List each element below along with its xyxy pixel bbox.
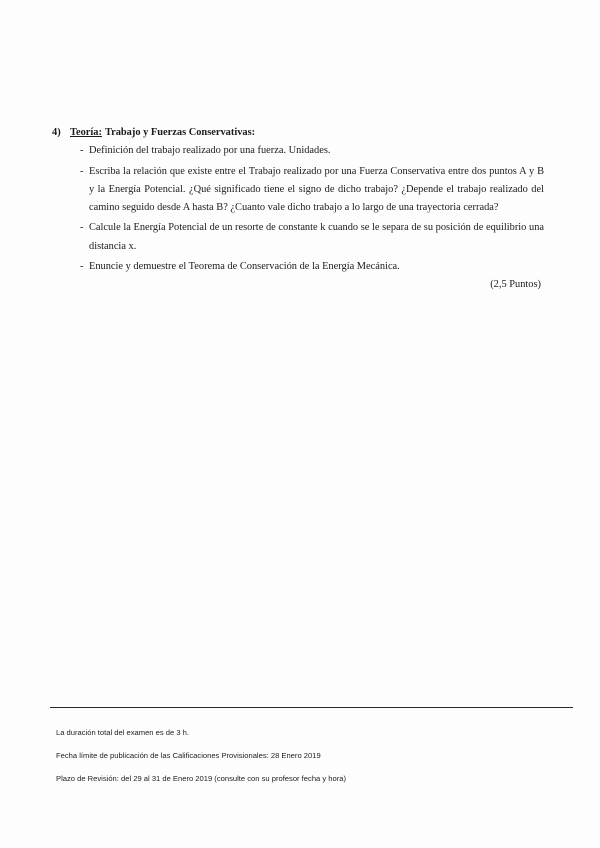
dash-bullet: - bbox=[80, 222, 84, 234]
item-text: Calcule la Energía Potencial de un resorte de constante k cuando se le separa de su posición de equilibrio una distancia x. bbox=[89, 222, 544, 252]
question-title: Trabajo y Fuerzas Conservativas: bbox=[104, 127, 256, 138]
item-text: Definición del trabajo realizado por una fuerza. Unidades. bbox=[89, 145, 331, 157]
footer-divider bbox=[50, 707, 573, 708]
list-item bbox=[52, 258, 544, 276]
question-number: 4) bbox=[52, 127, 61, 138]
list-item bbox=[52, 219, 544, 256]
dash-bullet: - bbox=[80, 145, 84, 157]
question-label: Teoría: bbox=[70, 127, 102, 138]
item-text: Enuncie y demuestre el Teorema de Conservación de la Energía Mecánica. bbox=[89, 261, 400, 273]
list-item bbox=[52, 142, 544, 160]
dash-bullet: - bbox=[80, 261, 84, 273]
question-points: (2,5 Puntos) bbox=[490, 279, 541, 291]
question-heading bbox=[52, 124, 544, 142]
question-4 bbox=[52, 124, 544, 295]
review-period: Plazo de Revisión: del 29 al 31 de Enero 2019 (consulte con su profesor fecha y hora) bbox=[56, 774, 347, 783]
item-text: Escriba la relación que existe entre el Trabajo realizado por una Fuerza Conservativa entre dos puntos A y B y la Energía Potencial. ¿Qué significado tiene el signo de dicho trabajo? ¿Depende el trabajo realizado del camino seguido desde A hasta B? ¿Cuanto vale dicho trabajo a lo largo de una trayectoria cerrada? bbox=[89, 165, 544, 214]
question-items bbox=[52, 142, 544, 276]
publication-deadline: Fecha límite de publicación de las Calificaciones Provisionales: 28 Enero 2019 bbox=[56, 751, 321, 760]
list-item bbox=[52, 163, 544, 218]
dash-bullet: - bbox=[80, 165, 84, 177]
exam-duration: La duración total del examen es de 3 h. bbox=[56, 728, 189, 737]
exam-footer bbox=[56, 727, 576, 796]
